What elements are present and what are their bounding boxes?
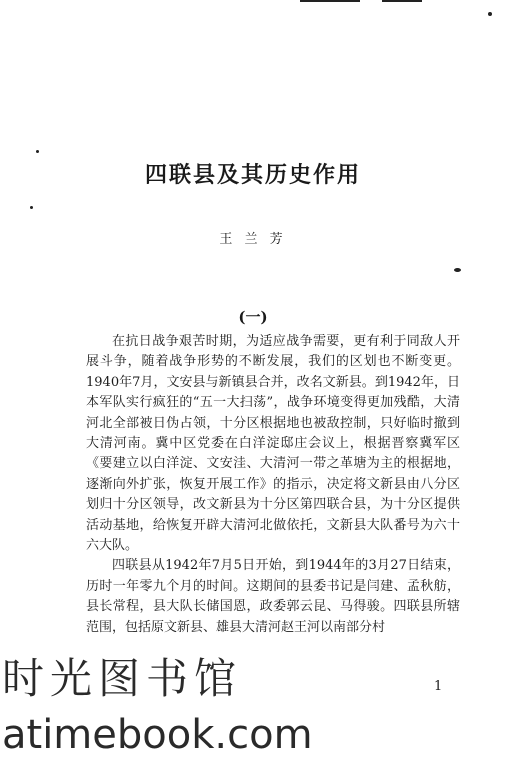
watermark-url: atimebook.com: [2, 712, 313, 758]
scan-speck: [36, 150, 39, 153]
paragraph: 在抗日战争艰苦时期，为适应战争需要，更有利于同敌人开展斗争，随着战争形势的不断发展，我们的区划也不断变更。1940年7月，文安县与新镇县合并，改名文新县。到1942年，日本军队实行疯狂的“五一大扫荡”，战争环境变得更加残酷，大清河北全部被日伪占领，十分区根据地也被敌控制，只好临时撤到大清河南。冀中区党委在白洋淀邸庄会议上，根据晋察冀军区《要建立以白洋淀、文安洼、大清河一带之革塘为主的根据地，逐渐向外扩张，恢复开展工作》的指示，决定将文新县由八分区划归十分区领导，改文新县为十分区第四联合县，为十分区提供活动基地，给恢复开辟大清河北做依托，文新县大队番号为六十六大队。: [86, 334, 460, 554]
paragraph: 四联县从1942年7月5日开始，到1944年的3月27日结束，历时一年零九个月的时间。这期间的县委书记是闫建、孟秋舫，县长常程，县大队长储国恩，政委郭云昆、马得骏。四联县所辖范围，包括原文新县、雄县大清河赵王河以南部分村: [86, 558, 460, 635]
top-rule-left: [300, 0, 360, 2]
scan-speck: [454, 268, 461, 272]
page-number: 1: [434, 679, 443, 694]
page-title: 四联县及其历史作用: [144, 162, 361, 188]
top-rule-right: [382, 0, 422, 2]
scan-speck: [488, 12, 492, 16]
scan-speck: [30, 206, 33, 209]
watermark-chinese: 时光图书馆: [2, 654, 243, 703]
author-name: 王 兰 芳: [219, 232, 287, 247]
section-heading: (一): [238, 308, 268, 326]
article-body: [86, 332, 460, 638]
